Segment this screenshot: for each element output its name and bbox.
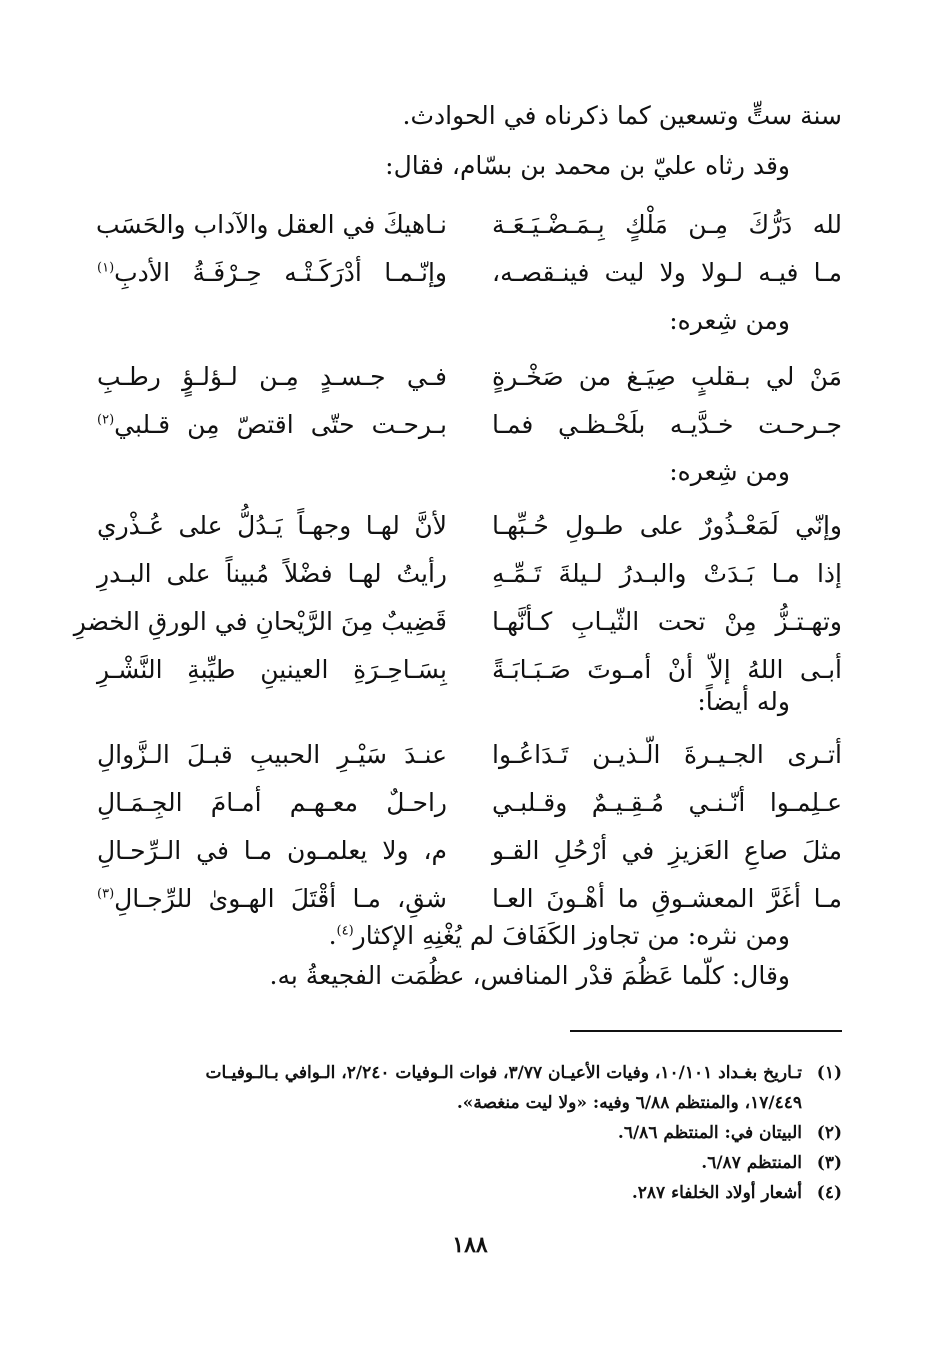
hemistich-left: عنـدَ سَيْـرِ الحبيبِ قبـلَ الـزَّوالِ — [97, 740, 447, 769]
section-intro: ومن شِعره: — [669, 306, 790, 335]
footnote-text: ١٧/٤٤٩، والمنتظم ٦/٨٨ وفيه: «ولا ليت منغصة». — [456, 1093, 802, 1113]
footnote-number: (٣) — [816, 1153, 842, 1173]
verse-row — [97, 405, 842, 453]
prose-line-end: . — [328, 921, 337, 950]
footnote-item — [97, 1058, 842, 1088]
hemistich-right: وتهـتـزُّ مِنْ تحت الثّيـابِ كـأنَّهـا — [492, 607, 842, 636]
footnote-item — [97, 1178, 842, 1208]
footnote-text: تـاريخ بغـداد ١٠/١٠١، وفيات الأعيـان ٣/٧٧، فوات الـوفيات ٢/٢٤٠، الـوافي بـالـوفيـات — [205, 1063, 802, 1083]
footnotes — [97, 1058, 842, 1208]
hemistich-right: إذا مـا بَـدَتْ والبـدرُ لـيلةَ تَـمِّـهِ — [492, 559, 842, 588]
hemistich-left: راحـلٌ معـهـم أمـامَ الجِـمَـالِ — [97, 788, 447, 817]
footnote-marker: (٤) — [336, 923, 354, 939]
hemistich-right: أبـى اللهُ إلاّ أنْ أمـوتَ صَـبَـابَـةً — [492, 655, 842, 684]
verse-row — [73, 602, 842, 650]
footnote-item — [97, 1148, 842, 1178]
footnote-number: (١) — [816, 1063, 842, 1083]
footnote-divider — [570, 1030, 842, 1032]
footnote-text: البيتان في: المنتظم ٦/٨٦. — [617, 1123, 802, 1143]
hemistich-right: لله دَرُّكَ مِـن مَلْكٍ بِـمَـضْـيَـعَـة — [492, 210, 842, 239]
page-number: ١٨٨ — [452, 1232, 488, 1258]
verse-row — [97, 783, 842, 831]
verse-row — [97, 735, 842, 783]
hemistich-left: شقِ، مـا أقْتَلَ الهـوىٰ للرِّجـالِ — [114, 884, 447, 913]
footnote-marker: (١) — [97, 260, 115, 276]
hemistich-left: فـي جـسـدٍ مِـن لـؤلـؤٍ رطـبِ — [97, 362, 447, 391]
hemistich-left: لأنَّ لهـا وجهـاً يَـدُلُّ على عُـذْري — [97, 511, 447, 540]
hemistich-right: مَنْ لي بـقلبٍ صِيَـغ من صَخْـرةٍ — [492, 362, 842, 391]
footnote-marker: (٣) — [97, 886, 115, 902]
hemistich-right: وإنّي لَمَعْـذُورٌ على طـولِ حُـبِّهـا — [492, 511, 842, 540]
footnote-marker: (٢) — [97, 412, 115, 428]
footnote-number: (٢) — [816, 1123, 842, 1143]
footnote-text: أشعار أولاد الخلفاء ٢٨٧. — [631, 1183, 802, 1203]
footnote-text: المنتظم ٦/٨٧. — [701, 1153, 802, 1173]
poem-4 — [97, 735, 842, 927]
verse-row — [97, 831, 842, 879]
verse-row — [97, 205, 842, 253]
hemistich-left: وإنّـمـا أدْرَكَـتْـه حِـرْفَـةُ الأدبِ — [114, 258, 447, 287]
hemistich-left: رأيتُ لهـا فضْلاً مُبيناً على البـدرِ — [97, 559, 447, 588]
prose-line: ومن نثره: من تجاوز الكَفَافَ لم يُغْنِهِ الإكثار — [353, 921, 790, 950]
verse-row — [97, 253, 842, 301]
footnote-continuation — [97, 1088, 842, 1118]
hemistich-right: أتـرى الجـيـرةَ الّـذيـن تَـدَاعُـوا — [492, 740, 842, 769]
verse-row — [97, 506, 842, 554]
hemistich-right: مـا فيـه لـولا ولا ليت فينـقصـه، — [492, 258, 842, 287]
hemistich-left: بـرحـت حتّى اقتصّ مِن قـلبي — [114, 410, 447, 439]
hemistich-left-wrap — [97, 405, 447, 445]
hemistich-right: مـا أغَرَّ المعشـوقِ ما أهْـونَ العـا — [492, 884, 842, 913]
hemistich-left-wrap — [97, 253, 447, 293]
footnote-number: (٤) — [816, 1183, 842, 1203]
poem-3 — [73, 506, 842, 698]
hemistich-left-wrap — [97, 879, 447, 919]
hemistich-left: قَضِيبٌ مِنَ الرَّيْحانِ في الورقِ الخضرِ — [73, 607, 447, 636]
poem-2 — [97, 357, 842, 453]
poem-1 — [97, 205, 842, 301]
hemistich-right: جـرحـت خـدَّيـه بلَحْـظـي فمـا — [492, 410, 842, 439]
prose-line-wrap — [50, 920, 790, 952]
verse-row — [97, 357, 842, 405]
verse-row — [97, 554, 842, 602]
hemistich-left: م، ولا يعلمـون مـا في الـرِّحـالِ — [97, 836, 447, 865]
section-intro: وله أيضاً: — [697, 687, 790, 716]
hemistich-left: بِسَـاحِـرَةِ العينينِ طيِّبةِ النَّشْـرِ — [97, 655, 447, 684]
hemistich-right: مثلَ صاعِ العَزيزِ في أرْحُلِ القـو — [492, 836, 842, 865]
hemistich-right: عـلِمـوا أنّـنـي مُـقِـيـمٌ وقـلبـي — [492, 788, 842, 817]
footnote-item — [97, 1118, 842, 1148]
hemistich-left: نـاهيكَ في العقل والآداب والحَسَب — [96, 210, 447, 239]
prose-line: وقال: كلّما عَظُمَ قدْر المنافس، عظُمَت الفجيعةُ به. — [269, 961, 790, 990]
prose-line: سنة ستٍّ وتسعين كما ذكرناه في الحوادث. — [402, 101, 842, 130]
section-intro: ومن شِعره: — [669, 457, 790, 486]
prose-line: وقد رثاه عليّ بن محمد بن بسّام، فقال: — [385, 151, 790, 180]
